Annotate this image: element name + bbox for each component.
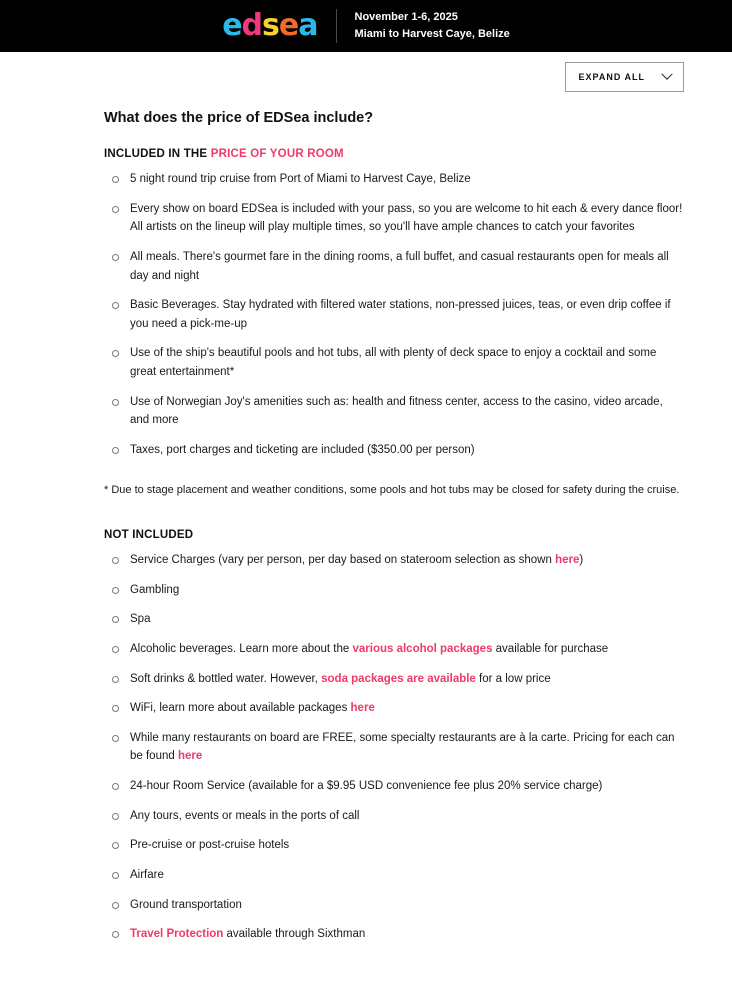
trip-route: Miami to Harvest Caye, Belize xyxy=(354,28,510,40)
not-included-section-label: NOT INCLUDED xyxy=(104,529,194,542)
included-label-prefix: INCLUDED IN THE xyxy=(104,148,211,160)
header-trip-info xyxy=(355,9,510,43)
list-item xyxy=(104,610,684,629)
chevron-down-icon xyxy=(661,69,672,80)
list-item: Use of the ship's beautiful pools and hot tubs, all with plenty of deck space to enjoy a cocktail and some great entertainment* xyxy=(104,344,684,381)
item-text-pre: Ground transportation xyxy=(130,898,242,911)
item-text-post: for a low price xyxy=(475,672,551,685)
list-item xyxy=(104,777,684,796)
item-text-post: available for purchase xyxy=(492,642,609,655)
edsea-logo[interactable] xyxy=(222,8,318,43)
list-item xyxy=(104,925,684,944)
list-item: All meals. There's gourmet fare in the dining rooms, a full buffet, and casual restaurants open for meals all day and night xyxy=(104,248,684,285)
list-item: 5 night round trip cruise from Port of Miami to Harvest Caye, Belize xyxy=(104,170,684,189)
header-inner xyxy=(222,9,510,43)
logo-letter-4: e xyxy=(278,8,299,43)
item-text-pre: Airfare xyxy=(130,868,164,881)
included-list xyxy=(104,170,684,460)
item-text-pre: Soft drinks & bottled water. However, xyxy=(130,672,322,685)
item-text-pre: Service Charges (vary per person, per day based on stateroom selection as shown xyxy=(130,554,556,567)
item-link[interactable]: Travel Protection xyxy=(130,928,224,941)
item-link[interactable]: soda packages are available xyxy=(321,672,476,685)
item-link[interactable]: here xyxy=(177,750,203,763)
item-text-pre: Spa xyxy=(130,613,151,626)
list-item: Taxes, port charges and ticketing are included ($350.00 per person) xyxy=(104,441,684,460)
list-item xyxy=(104,836,684,855)
item-text-pre: While many restaurants on board are FREE, some specialty restaurants are à la carte. Pricing for each can be found xyxy=(130,731,675,763)
included-section-label xyxy=(104,148,684,160)
item-text-pre: Pre-cruise or post-cruise hotels xyxy=(130,839,290,852)
item-text-pre: 24-hour Room Service (available for a $9.95 USD convenience fee plus 20% service charge) xyxy=(130,780,603,793)
list-item: Every show on board EDSea is included with your pass, so you are welcome to hit each & every dance floor! All artists on the lineup will play multiple times, so you'll have ample chances to catch your favorites xyxy=(104,200,684,237)
logo-letter-5: a xyxy=(298,8,318,43)
faq-content xyxy=(0,92,732,985)
item-link[interactable]: here xyxy=(555,554,580,567)
logo-letter-2: d xyxy=(241,8,263,43)
item-link[interactable]: here xyxy=(350,702,375,715)
item-text-pre: WiFi, learn more about available packages xyxy=(130,702,351,715)
item-text-pre: Gambling xyxy=(130,583,180,596)
expand-all-bar xyxy=(0,52,732,92)
logo-letter-3: s xyxy=(262,8,279,43)
list-item: Basic Beverages. Stay hydrated with filtered water stations, non-pressed juices, teas, or even drip coffee if you need a pick-me-up xyxy=(104,296,684,333)
list-item xyxy=(104,699,684,718)
list-item xyxy=(104,670,684,689)
footnote: * Due to stage placement and weather conditions, some pools and hot tubs may be closed for safety during the cruise. xyxy=(104,483,680,496)
list-item xyxy=(104,896,684,915)
expand-all-button[interactable] xyxy=(565,62,684,92)
item-text-post: available through Sixthman xyxy=(223,928,366,941)
site-header xyxy=(0,0,732,52)
page-title: What does the price of EDSea include? xyxy=(104,110,374,126)
item-text-pre: Any tours, events or meals in the ports of call xyxy=(130,809,360,822)
list-item xyxy=(104,551,684,570)
item-text-post: ) xyxy=(579,554,584,567)
item-text-pre: Alcoholic beverages. Learn more about the xyxy=(130,642,353,655)
list-item: Use of Norwegian Joy's amenities such as: health and fitness center, access to the casino, video arcade, and more xyxy=(104,393,684,430)
accordion-header[interactable] xyxy=(104,110,684,126)
list-item xyxy=(104,640,684,659)
trip-dates: November 1-6, 2025 xyxy=(354,10,458,23)
list-item xyxy=(104,729,684,766)
not-included-list xyxy=(104,551,684,944)
list-item xyxy=(104,581,684,600)
list-item xyxy=(104,807,684,826)
included-label-highlight: PRICE OF YOUR ROOM xyxy=(210,148,344,160)
expand-all-label: EXPAND ALL xyxy=(578,72,645,82)
list-item xyxy=(104,866,684,885)
item-link[interactable]: various alcohol packages xyxy=(352,642,493,655)
logo-letter-1: e xyxy=(222,8,242,43)
header-divider xyxy=(336,9,337,43)
